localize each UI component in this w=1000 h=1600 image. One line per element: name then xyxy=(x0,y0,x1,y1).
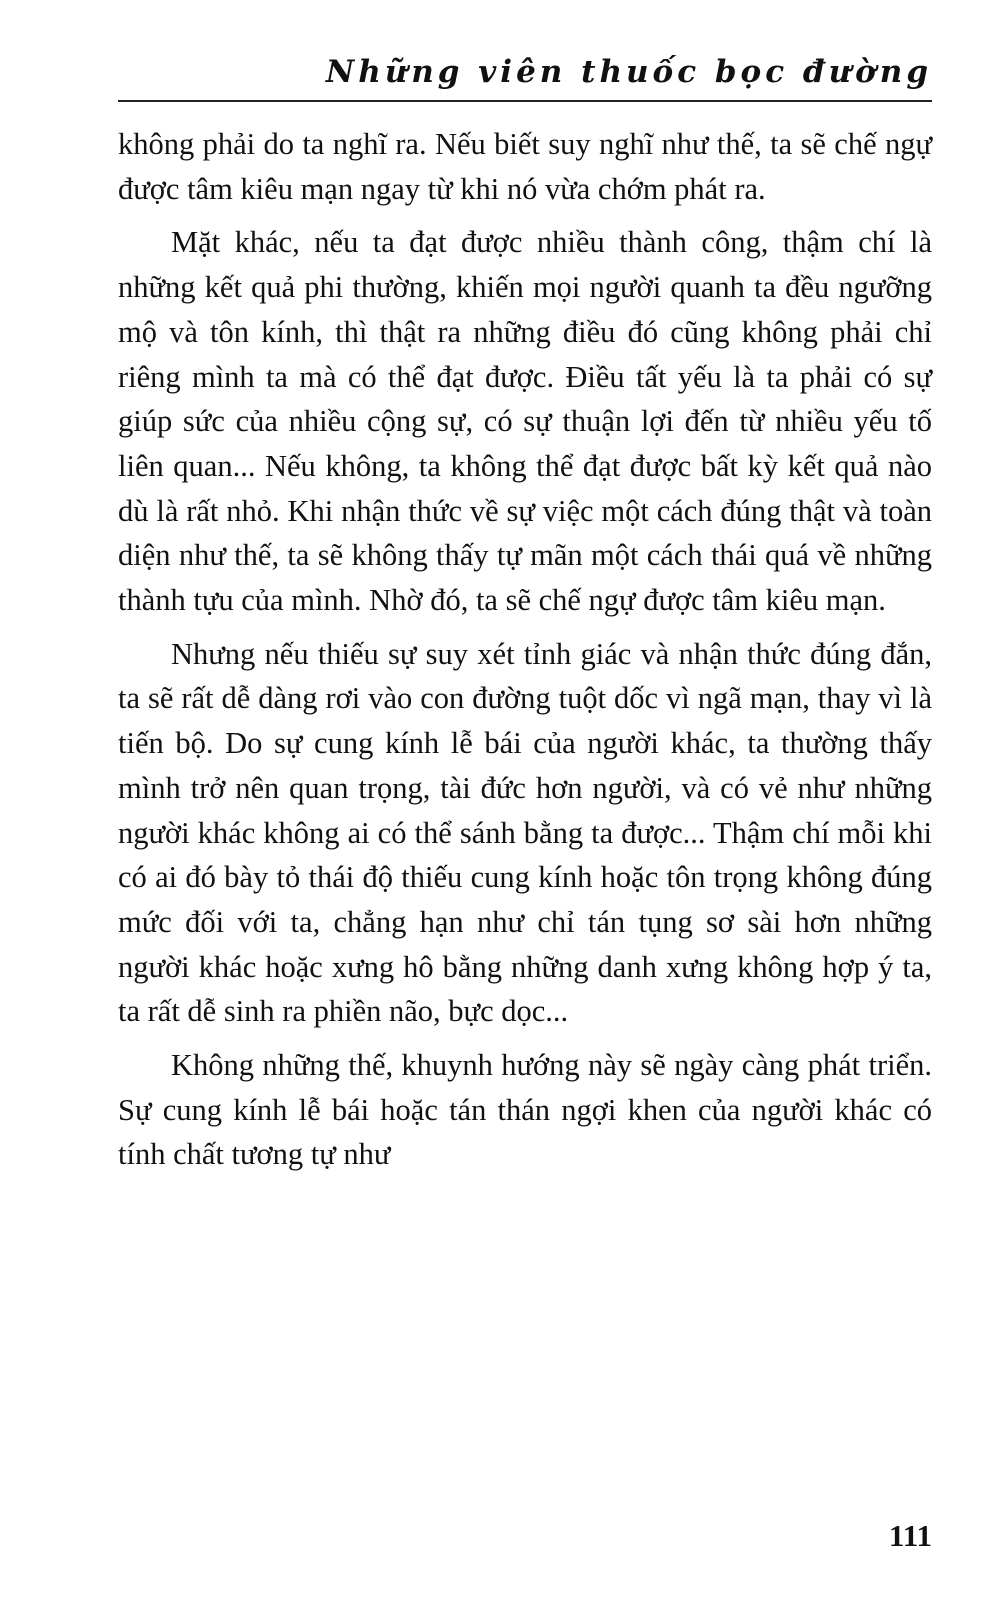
body-text xyxy=(118,122,932,1186)
running-title: Những viên thuốc bọc đường xyxy=(325,54,932,90)
running-header xyxy=(118,52,932,102)
paragraph-continuation: không phải do ta nghĩ ra. Nếu biết suy nghĩ như thế, ta sẽ chế ngự được tâm kiêu mạn ngay từ khi nó vừa chớm phát ra. xyxy=(118,127,932,206)
page-number: 111 xyxy=(888,1518,932,1553)
paragraph: Nhưng nếu thiếu sự suy xét tỉnh giác và nhận thức đúng đắn, ta sẽ rất dễ dàng rơi vào con đường tuột dốc vì ngã mạn, thay vì là tiến bộ. Do sự cung kính lễ bái của người khác, ta thường thấy mình trở nên quan trọng, tài đức hơn người, và có vẻ như những người khác không ai có thể sánh bằng ta được... Thậm chí mỗi khi có ai đó bày tỏ thái độ thiếu cung kính hoặc tôn trọng không đúng mức đối với ta, chẳng hạn như chỉ tán tụng sơ sài hơn những người khác hoặc xưng hô bằng những danh xưng không hợp ý ta, ta rất dễ sinh ra phiền não, bực dọc... xyxy=(118,636,932,1029)
paragraph: Không những thế, khuynh hướng này sẽ ngày càng phát triển. Sự cung kính lễ bái hoặc tán thán ngợi khen của người khác có tính chất tương tự như xyxy=(118,1048,932,1172)
paragraph: Mặt khác, nếu ta đạt được nhiều thành công, thậm chí là những kết quả phi thường, khiến mọi người quanh ta đều ngưỡng mộ và tôn kính, thì thật ra những điều đó cũng không phải chỉ riêng mình ta mà có thể đạt được. Điều tất yếu là ta phải có sự giúp sức của nhiều cộng sự, có sự thuận lợi đến từ nhiều yếu tố liên quan... Nếu không, ta không thể đạt được bất kỳ kết quả nào dù là rất nhỏ. Khi nhận thức về sự việc một cách đúng thật và toàn diện như thế, ta sẽ không thấy tự mãn một cách thái quá về những thành tựu của mình. Nhờ đó, ta sẽ chế ngự được tâm kiêu mạn. xyxy=(118,225,932,618)
